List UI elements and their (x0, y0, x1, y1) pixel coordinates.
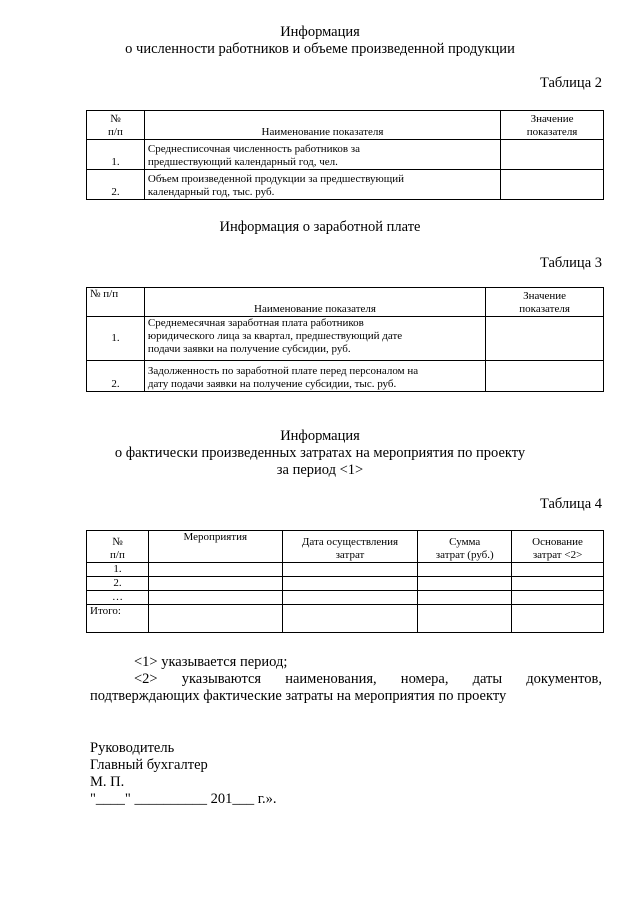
section2-title: Информация о заработной плате (219, 219, 421, 235)
table4-label: Таблица 4 (539, 496, 602, 512)
footnote-2-line2: подтверждающих фактические затраты на мероприятия по проекту (90, 688, 507, 704)
row-name: Среднемесячная заработная плата работников юридического лица за квартал, предшествующий дате подачи заявки на получение субсидии, руб. (144, 317, 485, 361)
footnote-1: <1> указывается период; (134, 654, 288, 670)
table4-header-num: № п/п (87, 531, 149, 563)
row-name: Среднесписочная численность работников за предшествующий календарный год, чел. (144, 140, 500, 170)
table2 (86, 110, 604, 200)
row-value (486, 361, 604, 392)
signature-head: Руководитель (90, 740, 175, 756)
table-row (87, 577, 604, 591)
row-num: 2. (87, 577, 149, 591)
table4-header-activities: Мероприятия (148, 531, 282, 563)
table3-header-num: № п/п (87, 288, 145, 317)
row-num: 2. (87, 170, 145, 200)
section1-title-line1: Информация (280, 24, 360, 40)
table-row-total (87, 605, 604, 633)
table2-label: Таблица 2 (539, 75, 602, 91)
row-value (501, 170, 604, 200)
table4-header-sum: Сумма затрат (руб.) (418, 531, 512, 563)
row-num: 1. (87, 140, 145, 170)
section3-title-line1: Информация (280, 428, 360, 444)
row-num: 1. (87, 317, 145, 361)
section1-title-line2: о численности работников и объеме произведенной продукции (125, 41, 515, 57)
row-num: 2. (87, 361, 145, 392)
table4-header-date: Дата осуществления затрат (282, 531, 418, 563)
total-label: Итого: (87, 605, 149, 633)
table-row (87, 591, 604, 605)
row-num: … (87, 591, 149, 605)
section3-title-line2: о фактически произведенных затратах на мероприятия по проекту (114, 445, 526, 461)
table4 (86, 530, 604, 633)
table2-header-num: № п/п (87, 111, 145, 140)
table3-label: Таблица 3 (539, 255, 602, 271)
signature-accountant: Главный бухгалтер (90, 757, 208, 773)
signature-stamp: М. П. (90, 774, 125, 790)
row-name: Объем произведенной продукции за предшествующий календарный год, тыс. руб. (144, 170, 500, 200)
table2-header-value: Значение показателя (501, 111, 604, 140)
signature-date-line: "____" __________ 201___ г.». (90, 791, 277, 807)
footnote-2-line1: <2> указываются наименования, номера, даты документов, (134, 671, 602, 687)
table3 (86, 287, 604, 392)
table-row (87, 361, 604, 392)
row-value (501, 140, 604, 170)
table-row (87, 140, 604, 170)
table-row (87, 563, 604, 577)
section3-title-line3: за период <1> (276, 462, 364, 478)
table3-header-value: Значение показателя (486, 288, 604, 317)
row-value (486, 317, 604, 361)
table2-header-name: Наименование показателя (144, 111, 500, 140)
table4-header-basis: Основание затрат <2> (512, 531, 604, 563)
row-num: 1. (87, 563, 149, 577)
table-row (87, 170, 604, 200)
table-row (87, 317, 604, 361)
row-name: Задолженность по заработной плате перед персоналом на дату подачи заявки на получение субсидии, тыс. руб. (144, 361, 485, 392)
table3-header-name: Наименование показателя (144, 288, 485, 317)
